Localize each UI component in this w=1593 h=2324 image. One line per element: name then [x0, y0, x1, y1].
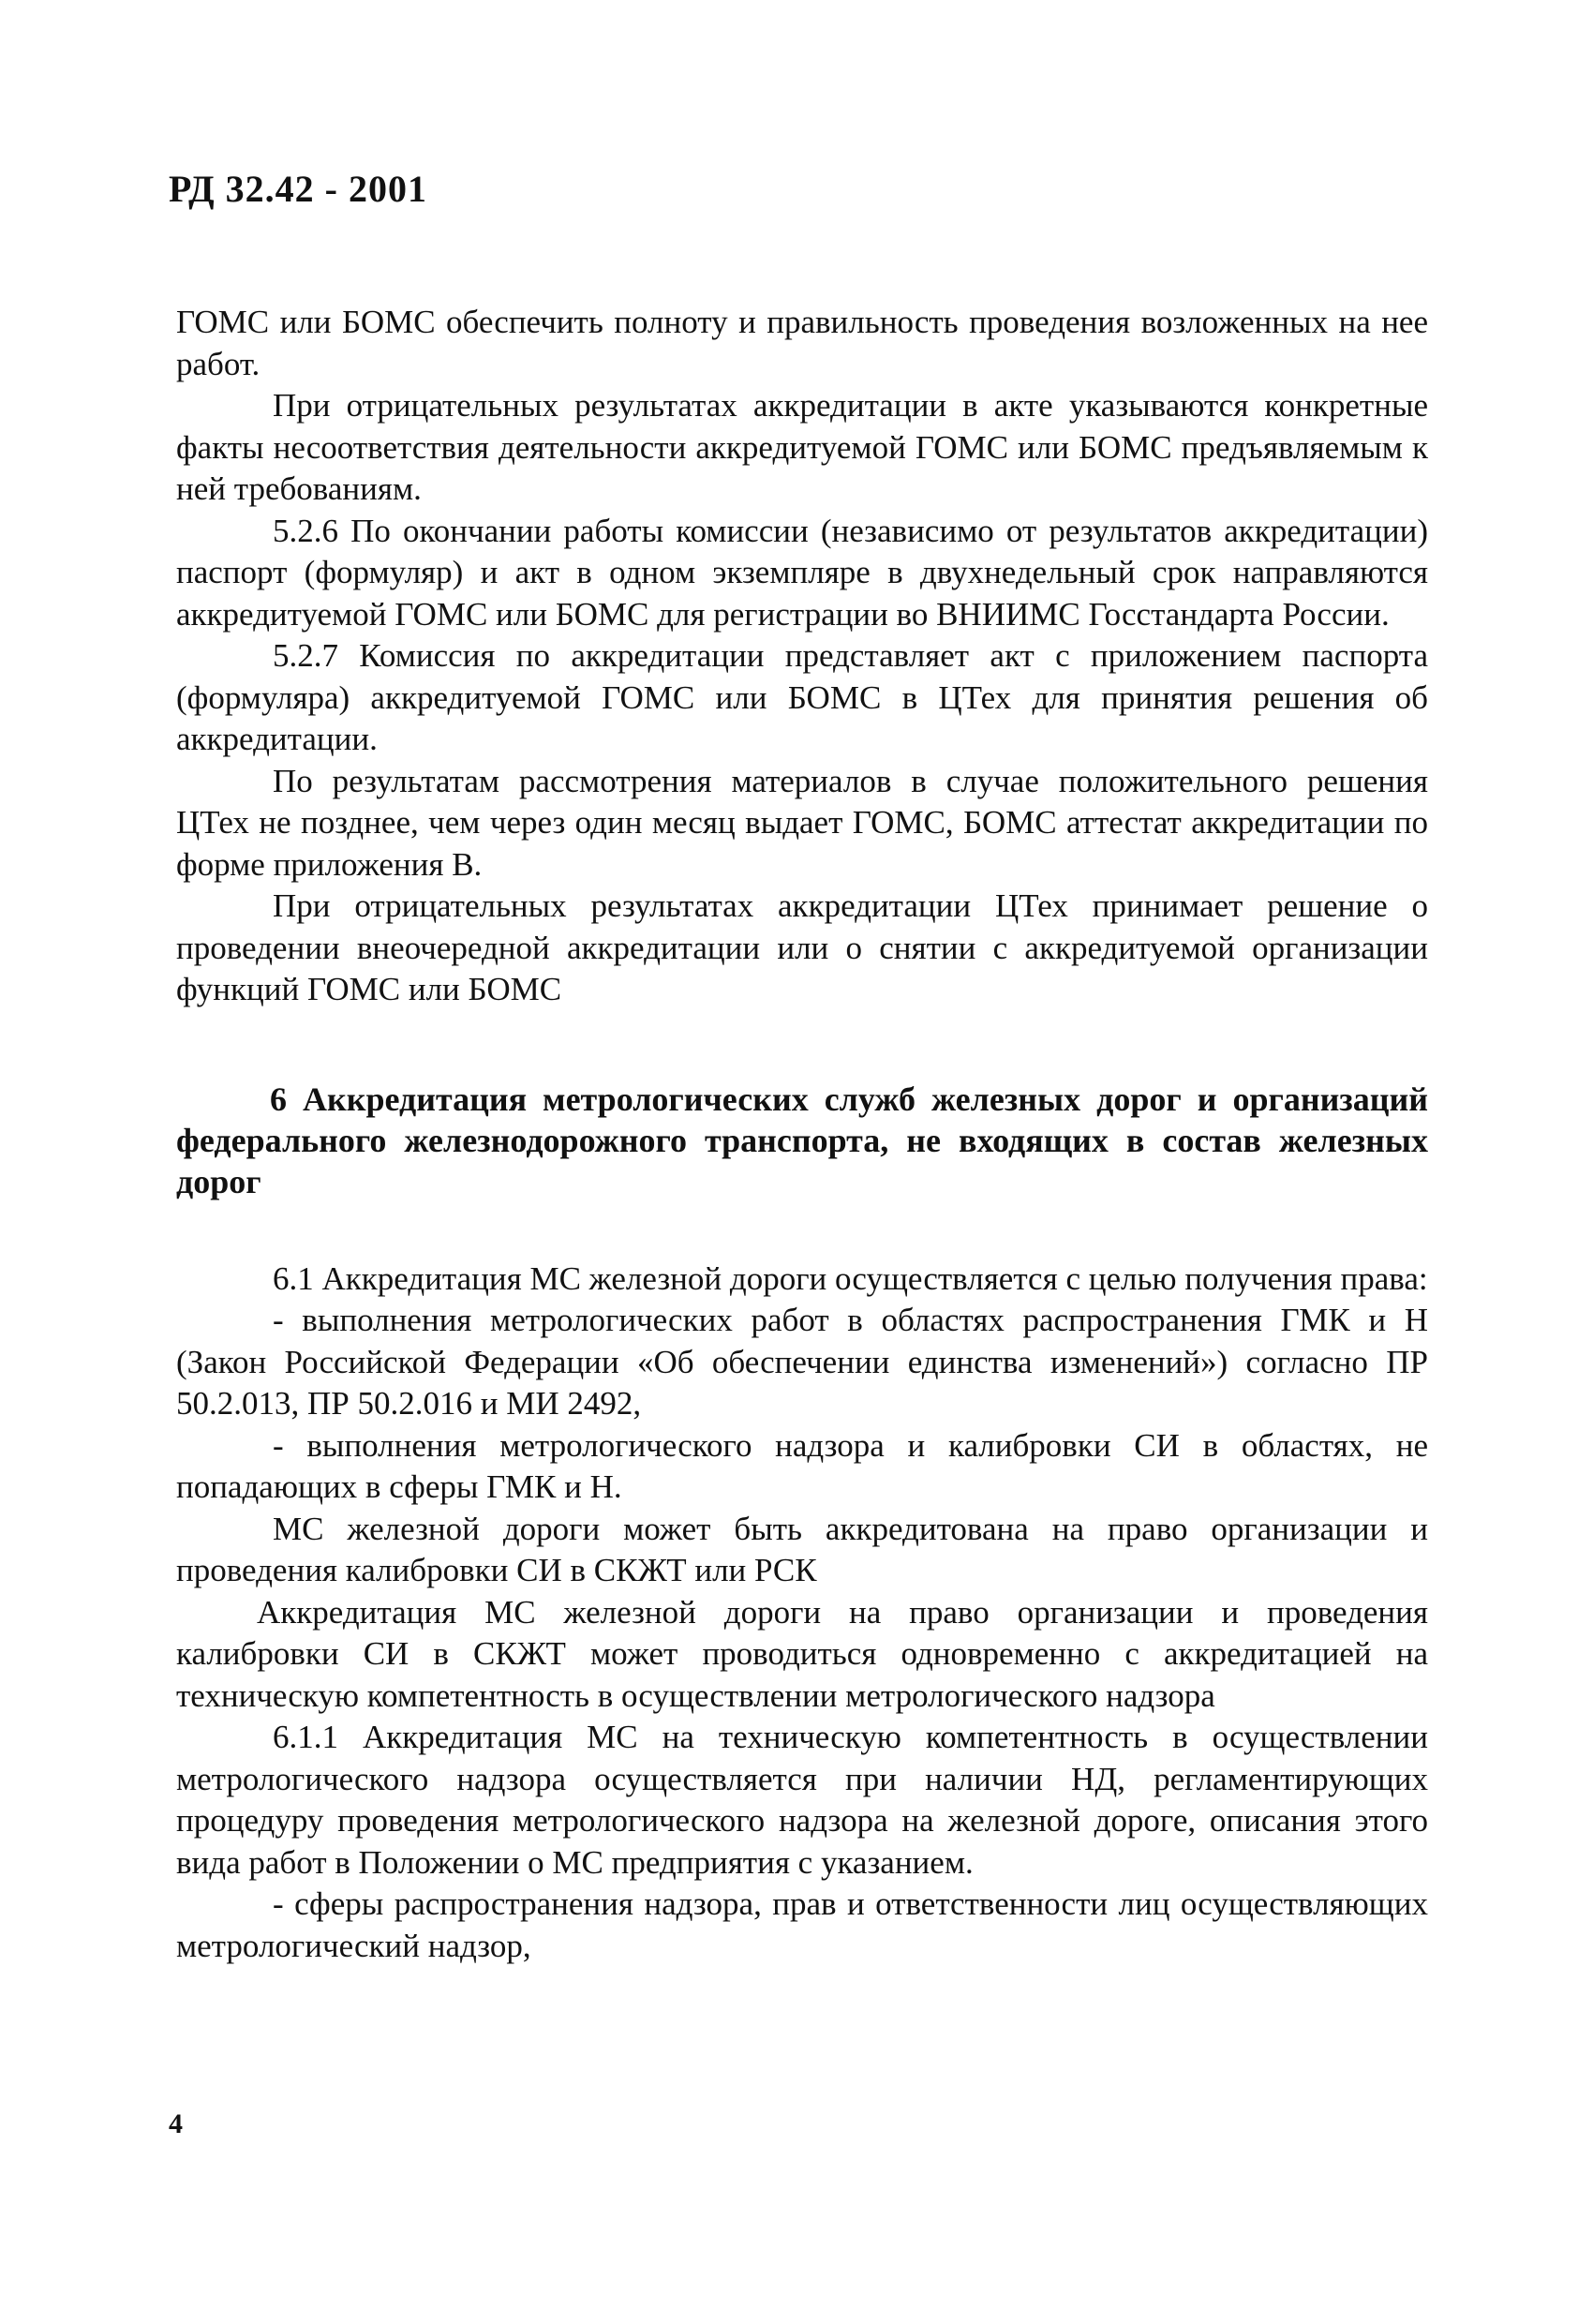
document-code: РД 32.42 - 2001	[169, 168, 427, 210]
paragraph: 6.1.1 Аккредитация МС на техническую компетентность в осуществлении метрологического надзора осуществляется при наличии НД, регламентирующих процедуру проведения метрологического надзора на железной дороге, описания этого вида работ в Положении о МС предприятия с указанием.	[176, 1719, 1428, 1881]
paragraph: ГОМС или БОМС обеспечить полноту и правильность проведения возложенных на нее работ.	[176, 304, 1428, 382]
spacer	[176, 1011, 1428, 1079]
list-item: - сферы распространения надзора, прав и ответственности лиц осуществляющих метрологический надзор,	[176, 1885, 1428, 1964]
paragraph: Аккредитация МС железной дороги на право организации и проведения калибровки СИ в СКЖТ может проводиться одновременно с аккредитацией на техническую компетентность в осуществлении метрологического надзора	[176, 1593, 1428, 1714]
paragraph: МС железной дороги может быть аккредитована на право организации и проведения калибровки СИ в СКЖТ или РСК	[176, 1510, 1428, 1588]
spacer	[176, 1202, 1428, 1259]
paragraph: По результатам рассмотрения материалов в случае положительного решения ЦТех не позднее, чем через один месяц выдает ГОМС, БОМС аттестат аккредитации по форме приложения В.	[176, 762, 1428, 883]
section-heading: 6 Аккредитация метрологических служб железных дорог и организаций федерального железнодорожного транспорта, не входящих в состав железных дорог	[176, 1080, 1428, 1200]
list-item: - выполнения метрологического надзора и калибровки СИ в областях, не попадающих в сферы ГМК и Н.	[176, 1426, 1428, 1505]
page-number: 4	[169, 2108, 183, 2139]
paragraph: 5.2.7 Комиссия по аккредитации представляет акт с приложением паспорта (формуляра) аккредитуемой ГОМС или БОМС в ЦТех для принятия решения об аккредитации.	[176, 637, 1428, 757]
paragraph: 6.1 Аккредитация МС железной дороги осуществляется с целью получения права:	[273, 1259, 1428, 1297]
paragraph: 5.2.6 По окончании работы комиссии (независимо от результатов аккредитации) паспорт (формуляр) и акт в одном экземпляре в двухнедельный срок направляются аккредитуемой ГОМС или БОМС для регистрации во ВНИИМС Госстандарта России.	[176, 512, 1428, 633]
list-item: - выполнения метрологических работ в областях распространения ГМК и Н (Закон Российской Федерации «Об обеспечении единства изменений») согласно ПР 50.2.013, ПР 50.2.016 и МИ 2492,	[176, 1302, 1428, 1422]
paragraph: При отрицательных результатах аккредитации в акте указываются конкретные факты несоответствия деятельности аккредитуемой ГОМС или БОМС предъявляемым к ней требованиям.	[176, 387, 1428, 507]
paragraph: При отрицательных результатах аккредитации ЦТех принимает решение о проведении внеочередной аккредитации или о снятии с аккредитуемой организации функций ГОМС или БОМС	[176, 887, 1428, 1007]
document-body	[176, 302, 1428, 1967]
